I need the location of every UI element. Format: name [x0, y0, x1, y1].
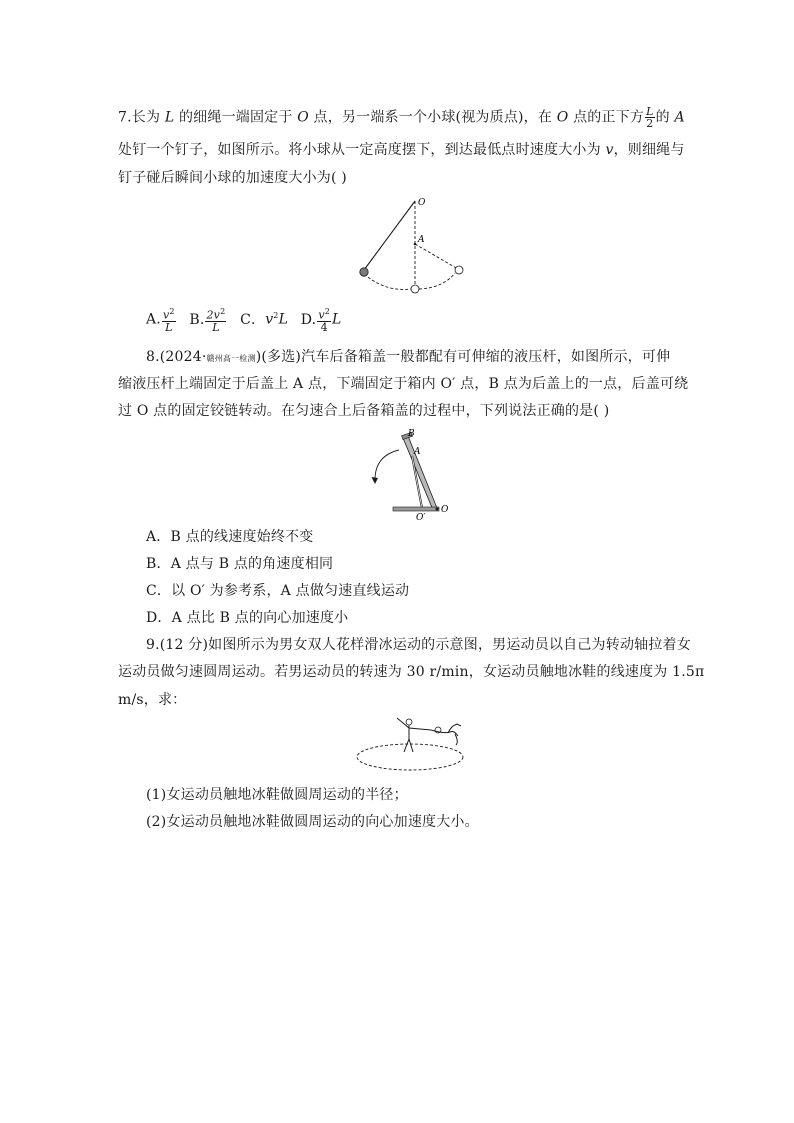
q7-text: 7.长为	[118, 109, 165, 126]
q8-option-b: B．A 点与 B 点的角速度相同	[146, 556, 334, 572]
q8-text: 8.(2024·	[146, 349, 207, 365]
q7-ball-bottom	[411, 285, 419, 293]
q8-option-a: A．B 点的线速度始终不变	[146, 529, 314, 545]
q7-option-b-label: B.	[189, 311, 205, 328]
q7-options	[146, 306, 706, 336]
q7-var-l: L	[164, 109, 175, 126]
q7-option-a-fraction	[162, 306, 176, 333]
superscript: 2	[324, 307, 331, 317]
q7-text: 处钉一个钉子，如图所示。将小球从一定高度摆下，到达最低点时速度大小为	[118, 142, 606, 158]
q7-arc-small	[419, 273, 455, 289]
q9-skating-figure	[355, 712, 475, 774]
q7-ball-right	[455, 266, 463, 274]
q7-option-c-label: C．	[240, 311, 266, 328]
frac-den: 2	[646, 117, 654, 130]
q9-male-arm-right	[409, 728, 431, 730]
q9-male-leg-right	[409, 739, 413, 752]
q8-stem-line1	[146, 347, 706, 369]
q9-stem-line1: 9.(12 分)如图所示为男女双人花样滑冰运动的示意图，男运动员以自己为转动轴拉着女	[146, 637, 691, 653]
q8-rotation-arrow	[375, 450, 399, 482]
q7-var-o: O	[556, 109, 569, 126]
frac-num: 2v	[206, 308, 221, 322]
q8-option-d: D．A 点比 B 点的向心加速度小	[146, 610, 349, 626]
q7-option-a-label: A.	[146, 311, 161, 328]
frac-den: L	[165, 320, 173, 334]
q8-arrow-head	[372, 477, 379, 484]
q8-stem-line2: 缩液压杆上端固定于后盖上 A 点，下端固定于箱内 O′ 点，B 点为后盖上的一点，后盖可绕	[118, 376, 689, 392]
q8-stem-line3: 过 O 点的固定铰链转动。在匀速合上后备箱盖的过程中，下列说法正确的是( )	[118, 403, 610, 419]
q9-female-lower	[455, 734, 457, 745]
q8-hinge-o	[436, 508, 439, 511]
frac-num: v	[318, 308, 325, 322]
q7-var-v: v	[605, 142, 614, 158]
q9-stem-line2: 运动员做匀速圆周运动。若男运动员的转速为 30 r/min，女运动员触地冰鞋的线速度为 1.5π	[118, 664, 705, 680]
q9-male-head	[406, 719, 412, 725]
q7-rope-left	[364, 201, 415, 270]
q7-label-a: A	[418, 235, 425, 245]
superscript: 2	[169, 307, 175, 317]
q8-source: 赣州高一检测	[206, 354, 256, 363]
q7-option-d-label: D.	[300, 311, 317, 328]
q7-option-d-fraction	[317, 306, 331, 333]
q7-text: 点的正下方	[568, 109, 645, 126]
q8-trunk-figure	[365, 426, 465, 522]
q7-text: ，则细绳与	[613, 142, 685, 158]
q8-label-o: O	[441, 505, 449, 515]
frac-num: L	[646, 105, 654, 118]
q7-text: 点，另一端系一个小球(视为质点)，在	[308, 109, 557, 126]
q7-var-a: A	[674, 109, 685, 126]
q9-sub-question-1: (1)女运动员触地冰鞋做圆周运动的半径；	[146, 787, 408, 803]
q7-option-b-fraction	[205, 306, 226, 333]
q7-var-o: O	[297, 109, 309, 126]
q9-circle-path	[357, 744, 463, 770]
q7-pendulum-figure	[355, 192, 470, 294]
q7-stem-line3: 钉子碰后瞬间小球的加速度大小为( )	[118, 170, 347, 186]
q8-trunk-floor	[393, 507, 439, 511]
q8-text: )(多选)汽车后备箱盖一般都配有可伸缩的液压杆，如图所示，可伸	[255, 349, 671, 365]
q7-rope-nail-dashed	[415, 244, 458, 269]
q8-label-b: B	[408, 429, 415, 439]
q9-stem-line3: m/s，求：	[118, 692, 187, 708]
q7-arc-large	[364, 274, 411, 289]
q7-ball-start	[360, 268, 368, 276]
q7-point-a	[414, 243, 417, 246]
superscript: 2	[273, 311, 279, 320]
q9-male-leg-left	[404, 739, 409, 752]
q7-text: 的	[655, 109, 675, 126]
q7-option-c-tail: L	[278, 311, 289, 328]
q8-option-c: C．以 O′ 为参考系，A 点做匀速直线运动	[146, 583, 410, 599]
q7-option-c-var: v	[265, 311, 274, 328]
q7-option-d-tail: L	[332, 311, 342, 328]
frac-num: v	[162, 308, 170, 322]
q8-label-o-prime: O′	[416, 513, 426, 522]
q8-label-a: A	[414, 447, 421, 457]
q9-female-body	[431, 730, 458, 736]
q7-stem-line2	[118, 140, 685, 160]
q7-text: 的细绳一端固定于	[174, 109, 298, 126]
q7-stem-line1	[118, 105, 685, 130]
superscript: 2	[220, 307, 226, 317]
q7-label-o: O	[418, 198, 426, 208]
frac-den: 4	[320, 320, 328, 334]
frac-den: L	[212, 320, 220, 334]
q7-half-l-fraction	[645, 106, 655, 129]
q9-sub-question-2: (2)女运动员触地冰鞋做圆周运动的向心加速度大小。	[146, 814, 479, 830]
